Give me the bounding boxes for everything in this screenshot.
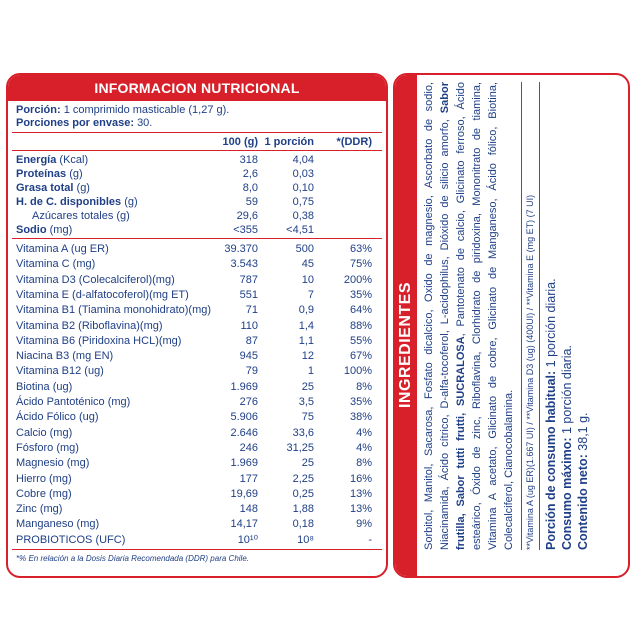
macro-row — [16, 167, 380, 181]
micro-value-portion: 10 — [301, 273, 314, 286]
micro-row — [16, 349, 380, 363]
micro-value-portion: 0,18 — [292, 518, 314, 531]
header-100g: 100 (g) — [222, 136, 258, 148]
micro-ddr: 64% — [349, 304, 372, 317]
consumption-line — [543, 278, 559, 550]
macro-row — [16, 195, 380, 209]
micro-value-portion: 1 — [307, 365, 314, 378]
macro-value-100g: 29,6 — [236, 210, 258, 222]
micro-ddr: 88% — [349, 319, 372, 332]
consumption-label: Porción de consumo habitual: — [544, 370, 558, 550]
micro-value-portion: 3,5 — [298, 396, 314, 408]
micro-value-100g: 19,69 — [230, 487, 258, 500]
micro-row — [16, 273, 380, 287]
macro-value-portion: 4,04 — [292, 154, 314, 166]
micro-row — [16, 364, 380, 378]
micro-row — [16, 395, 380, 409]
net-content-line — [575, 278, 591, 550]
macro-value-portion: <4,51 — [286, 224, 314, 236]
micro-name: Vitamina E (d-alfatocoferol)(mg ET) — [16, 288, 189, 301]
macro-value-100g: 59 — [245, 196, 258, 208]
macro-value-100g: <355 — [233, 224, 258, 236]
macro-value-portion: 0,03 — [292, 168, 314, 180]
divider — [12, 238, 382, 239]
micro-name: Ácido Fólico (ug) — [16, 411, 99, 424]
macro-name: H. de C. disponibles (g) — [16, 196, 138, 208]
consumption-info — [543, 278, 591, 550]
max-consumption-line — [559, 278, 575, 550]
micro-name: Niacina B3 (mg EN) — [16, 350, 114, 363]
micro-value-100g: 787 — [239, 273, 258, 286]
divider — [521, 82, 522, 550]
micro-value-100g: 1.969 — [230, 380, 258, 393]
micro-value-100g: 246 — [239, 441, 258, 454]
micro-name: Ácido Pantoténico (mg) — [16, 396, 131, 408]
micro-value-100g: 39.370 — [224, 243, 258, 255]
portion-line — [16, 104, 229, 117]
micro-ddr: 16% — [349, 472, 372, 485]
consumption-value: 1 porción diaria. — [544, 278, 558, 371]
max-consumption-value: 1 porción diaria. — [560, 345, 574, 438]
nutrition-title: INFORMACION NUTRICIONAL — [8, 75, 386, 101]
micro-name: Vitamina A (ug ER) — [16, 243, 109, 255]
micro-value-portion: 7 — [307, 288, 314, 301]
micro-row — [16, 242, 380, 256]
micro-ddr: 200% — [343, 273, 372, 286]
micro-name: Hierro (mg) — [16, 472, 72, 485]
macro-value-portion: 0,38 — [292, 210, 314, 222]
micro-value-100g: 3.543 — [230, 258, 258, 271]
ingredients-text-bold: Sabor frutilla, Sabor tutti frutti, SUCRALOSA — [439, 82, 467, 550]
micro-value-portion: 33,6 — [292, 426, 314, 439]
micro-value-100g: 10¹⁰ — [237, 533, 258, 546]
micro-name: Fósforo (mg) — [16, 441, 79, 454]
micro-value-portion: 25 — [301, 380, 314, 393]
micro-value-100g: 551 — [239, 288, 258, 301]
ingredients-title: INGREDIENTES — [397, 281, 414, 409]
micro-name: Biotina (ug) — [16, 380, 73, 393]
divider — [12, 132, 382, 133]
ingredients-text — [421, 82, 517, 550]
micro-name: Vitamina B2 (Riboflavina)(mg) — [16, 319, 163, 332]
micro-ddr: 4% — [356, 441, 372, 454]
micro-ddr: 38% — [349, 411, 372, 424]
micro-name: Magnesio (mg) — [16, 457, 90, 470]
macro-value-100g: 318 — [239, 154, 258, 166]
micro-name: Vitamina D3 (Colecalciferol)(mg) — [16, 273, 175, 286]
micro-ddr: 13% — [349, 503, 372, 516]
micro-row — [16, 441, 380, 455]
micro-value-100g: 5.906 — [230, 411, 258, 424]
macro-value-portion: 0,10 — [292, 182, 314, 194]
macro-value-portion: 0,75 — [292, 196, 314, 208]
micro-row — [16, 426, 380, 440]
micro-value-portion: 25 — [301, 457, 314, 470]
micro-ddr: - — [368, 533, 372, 546]
micro-value-portion: 2,25 — [292, 472, 314, 485]
micro-value-portion: 1,88 — [292, 503, 314, 516]
nutrition-panel — [6, 73, 388, 578]
micro-row — [16, 334, 380, 348]
divider — [539, 82, 540, 550]
ingredients-text-a: Sorbitol, Manitol, Sacarosa, Fosfato dicalcico, Oxido de magnesio, Ascorbato de sodio, Niacinamida, Ácido cítrico, D-alfa-tocoferol, L-acidophilus, Dióxido de silicio amorfo, — [423, 82, 451, 550]
micro-ddr: 63% — [349, 243, 372, 255]
micro-ddr: 100% — [343, 365, 372, 378]
micro-row — [16, 472, 380, 486]
micro-value-100g: 2.646 — [230, 426, 258, 439]
max-consumption-label: Consumo máximo: — [560, 437, 574, 550]
micro-name: Cobre (mg) — [16, 487, 72, 500]
micro-row — [16, 487, 380, 501]
micro-name: Vitamina C (mg) — [16, 258, 96, 271]
micro-value-100g: 71 — [245, 304, 258, 317]
micro-value-portion: 1,1 — [298, 334, 314, 347]
micro-ddr: 55% — [349, 334, 372, 347]
micro-ddr: 35% — [349, 288, 372, 301]
micro-value-100g: 87 — [245, 334, 258, 347]
micro-value-portion: 10⁸ — [297, 533, 314, 546]
micro-row — [16, 380, 380, 394]
micro-ddr: 9% — [356, 518, 372, 531]
micro-row — [16, 410, 380, 424]
servings-label: Porciones por envase: — [16, 117, 134, 129]
micro-value-portion: 12 — [301, 350, 314, 363]
micro-value-100g: 110 — [240, 319, 258, 332]
macro-value-100g: 2,6 — [242, 168, 258, 180]
column-headers — [16, 135, 380, 149]
header-portion: 1 porción — [264, 136, 314, 148]
header-ddr: *(DDR) — [336, 136, 372, 148]
divider — [12, 549, 382, 550]
vitamin-note: **Vitamina A (ug ER)(1.667 UI) / **Vitamina D3 (ug) (400UI) / **Vitamina E (mg ET) (7 UI) — [525, 194, 535, 550]
micro-value-portion: 45 — [301, 258, 314, 271]
micro-ddr: 75% — [349, 258, 372, 271]
macro-row — [16, 153, 380, 167]
micro-name: Vitamina B1 (Tiamina monohidrato)(mg) — [16, 304, 212, 317]
net-content-label: Contenido neto: — [576, 454, 590, 550]
ddr-footnote: *% En relación a la Dosis Diaria Recomendada (DDR) para Chile. — [16, 554, 249, 563]
micro-ddr: 8% — [356, 457, 372, 470]
micro-name: Calcio (mg) — [16, 426, 73, 439]
macro-name: Grasa total (g) — [16, 182, 90, 194]
micro-value-portion: 500 — [295, 243, 314, 255]
micro-ddr: 4% — [356, 426, 372, 439]
micro-name: PROBIOTICOS (UFC) — [16, 533, 126, 546]
net-content-value: 38,1 g. — [576, 412, 590, 455]
macro-row — [16, 181, 380, 195]
micro-row — [16, 257, 380, 271]
micro-row — [16, 517, 380, 531]
micro-row — [16, 303, 380, 317]
micro-ddr: 8% — [356, 380, 372, 393]
micro-value-100g: 945 — [239, 350, 258, 363]
ingredients-text-b: , Pantotenato de calcio, Glicinato ferroso, Ácido esteárico, Óxido de zinc, Riboflavina, Clorhidrato de piridoxina, Mononitrato de tiamina, Vitamina A acetato, Glicinato de cobre, Glicinato de Manganeso, Ácido fólico, Biotina, Colecalciferol, Cianocobalamina. — [455, 82, 515, 550]
macro-name: Azúcares totales (g) — [32, 210, 130, 222]
micro-ddr: 35% — [349, 396, 372, 408]
micro-name: Manganeso (mg) — [16, 518, 100, 531]
micro-value-portion: 75 — [301, 411, 314, 424]
macro-value-100g: 8,0 — [242, 182, 258, 194]
micro-value-100g: 79 — [245, 365, 258, 378]
macro-name: Energía (Kcal) — [16, 154, 89, 166]
micro-row — [16, 456, 380, 470]
micro-name: Vitamina B6 (Piridoxina HCL)(mg) — [16, 334, 182, 347]
macro-row — [16, 209, 380, 223]
micro-value-portion: 31,25 — [286, 441, 314, 454]
micro-value-100g: 276 — [239, 396, 258, 408]
micro-name: Vitamina B12 (ug) — [16, 365, 104, 378]
macro-name: Sodio (mg) — [16, 224, 73, 236]
micro-value-100g: 177 — [239, 472, 258, 485]
micro-ddr: 13% — [349, 487, 372, 500]
micro-value-100g: 1.969 — [230, 457, 258, 470]
micro-row — [16, 533, 380, 547]
micro-row — [16, 319, 380, 333]
micro-value-portion: 1,4 — [298, 319, 314, 332]
micro-value-100g: 148 — [239, 503, 258, 516]
micro-row — [16, 288, 380, 302]
macro-name: Proteínas (g) — [16, 168, 83, 180]
micro-row — [16, 502, 380, 516]
micro-value-portion: 0,9 — [298, 304, 314, 317]
micro-value-100g: 14,17 — [230, 518, 258, 531]
portion-label: Porción: — [16, 104, 61, 116]
portion-value: 1 comprimido masticable (1,27 g). — [63, 104, 230, 116]
micro-ddr: 67% — [349, 350, 372, 363]
micro-name: Zinc (mg) — [16, 503, 63, 516]
ingredients-panel — [393, 73, 630, 578]
servings-value: 30. — [137, 117, 153, 129]
macro-row — [16, 223, 380, 237]
ingredients-content — [393, 75, 605, 578]
micro-value-portion: 0,25 — [292, 487, 314, 500]
divider — [12, 150, 382, 151]
servings-line — [16, 117, 152, 130]
